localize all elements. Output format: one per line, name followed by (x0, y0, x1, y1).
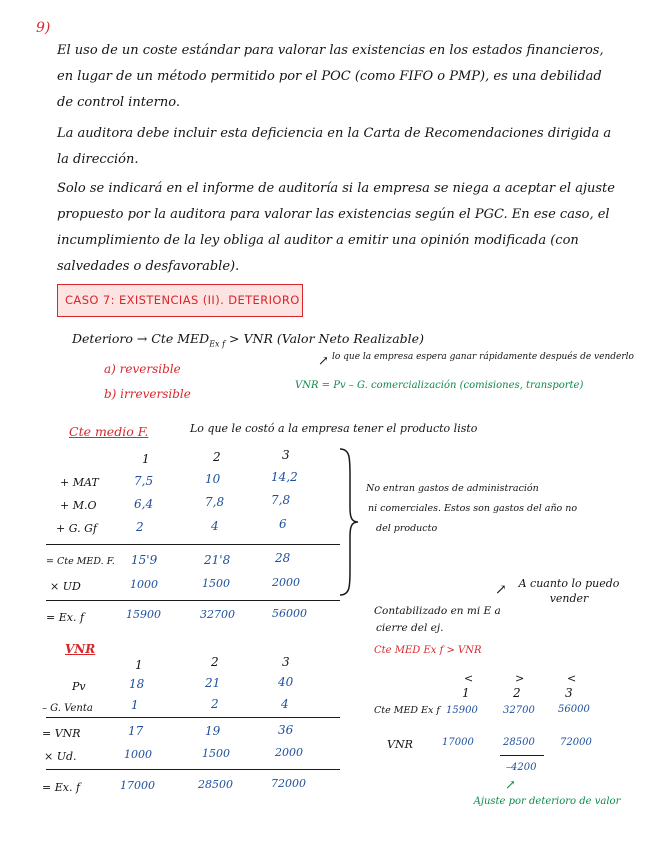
table-cell: 10 (205, 472, 221, 486)
table-cell: 15900 (446, 705, 478, 716)
compare-sign: < (464, 672, 474, 685)
table-cell: 1500 (202, 577, 230, 590)
divider (46, 544, 340, 545)
table-cell: 2 (136, 520, 144, 534)
table-cell: 28500 (198, 778, 233, 791)
table-cell: 1500 (202, 747, 230, 760)
table-cell: 56000 (272, 607, 307, 620)
price-note-arrow: ↗ (318, 354, 329, 369)
side-note-line-3: del producto (376, 523, 438, 534)
table-cell: 14,2 (271, 470, 298, 484)
row-label: Pv (72, 680, 86, 693)
divider (46, 600, 340, 601)
deterioro-formula-rest: > VNR (Valor Neto Realizable) (229, 331, 424, 346)
row-label: – G. Venta (42, 703, 93, 714)
table-cell: 28 (275, 551, 291, 565)
column-header: 3 (565, 686, 573, 700)
paragraph-1: El uso de un coste estándar para valorar las existencias en los estados financieros, en lugar de un método permitido por el POC (como FIFO o PMP), es una debilidad de control interno. (57, 43, 604, 110)
table-cell: 21'8 (204, 553, 231, 567)
table-cell: 7,8 (205, 495, 225, 509)
brace-icon (336, 446, 360, 598)
column-header: 3 (282, 448, 290, 462)
vnr-title: VNR (65, 642, 96, 656)
table-cell: 2000 (272, 576, 300, 589)
row-label: + G. Gf (56, 522, 97, 535)
table-cell: 32700 (503, 705, 535, 716)
cte-label: Cte MED Ex f (374, 705, 440, 716)
case-title-box (57, 284, 303, 317)
table-cell: 1 (131, 698, 139, 712)
side-note-line-1: No entran gastos de administración (366, 483, 539, 494)
accounting-note-line-2: cierre del ej. (376, 622, 444, 634)
row-label: = Ex. f (42, 781, 81, 794)
sell-note: A cuanto lo puedo vender (518, 577, 620, 605)
divider (500, 755, 544, 756)
table-cell: 21 (205, 676, 221, 690)
cte-medio-title: Cte medio F. (69, 424, 149, 439)
side-note-line-2: ni comerciales. Estos son gastos del año no (368, 503, 578, 514)
table-cell: 17000 (442, 737, 474, 748)
row-label: × Ud. (44, 750, 77, 763)
deterioro-formula: Cte MED (151, 331, 210, 346)
table-cell: 72000 (560, 737, 592, 748)
table-cell: 15'9 (131, 553, 158, 567)
paragraph-2: La auditora debe incluir esta deficiencia en la Carta de Recomendaciones dirigida a la dirección. (57, 126, 612, 167)
price-note: lo que la empresa espera ganar rápidamente después de venderlo (332, 352, 634, 362)
table-cell: 2 (211, 697, 219, 711)
type-reversible: a) reversible (104, 362, 181, 376)
table-cell: 1000 (124, 748, 152, 761)
table-cell: 56000 (558, 704, 590, 715)
vnr-label: VNR (387, 738, 413, 751)
table-cell: 40 (278, 675, 294, 689)
sell-note-arrow: ↗ (495, 582, 507, 598)
column-header: 2 (211, 655, 219, 669)
row-label: = VNR (42, 727, 81, 740)
table-cell: 1000 (130, 578, 158, 591)
table-cell: 36 (278, 723, 294, 737)
table-cell: 19 (205, 724, 221, 738)
table-cell: 18 (129, 677, 145, 691)
divider (46, 769, 340, 770)
compare-sign: < (567, 672, 577, 685)
cte-medio-description: Lo que le costó a la empresa tener el producto listo (190, 422, 478, 435)
column-header: 1 (142, 452, 150, 466)
divider (46, 717, 340, 718)
table-cell: 72000 (271, 777, 306, 790)
comparison-condition: Cte MED Ex f > VNR (374, 645, 482, 656)
case-title: CASO 7: EXISTENCIAS (II). DETERIORO (65, 293, 300, 307)
table-cell: 17000 (120, 779, 155, 792)
type-irreversible: b) irreversible (104, 387, 191, 401)
deterioro-formula-sub: Ex f (209, 339, 226, 349)
adjust-note-arrow: ↗ (505, 778, 516, 793)
problem-number: 9) (36, 20, 51, 36)
row-label: + M.O (60, 499, 97, 512)
table-cell: 32700 (200, 608, 235, 621)
table-cell: 6 (279, 517, 287, 531)
column-header: 2 (513, 686, 521, 700)
row-label: × UD (50, 580, 81, 593)
table-cell: 15900 (126, 608, 161, 621)
column-header: 2 (213, 450, 221, 464)
accounting-note-line-1: Contabilizado en mi E a (374, 605, 501, 617)
paragraph-3: Solo se indicará en el informe de auditoría si la empresa se niega a aceptar el ajuste propuesto por la auditora para valorar las existencias según el PGC. En ese caso, el incumplimiento de la ley obliga al auditor a emitir una opinión modificada (con salvedades o desfavorable). (57, 181, 615, 274)
table-cell: 4 (211, 519, 219, 533)
table-cell: 28500 (503, 737, 535, 748)
vnr-definition: VNR = Pv – G. comercialización (comisiones, transporte) (295, 380, 584, 391)
deterioro-label: Deterioro (72, 331, 133, 346)
table-cell: 7,5 (134, 474, 154, 488)
table-cell: 2000 (275, 746, 303, 759)
column-header: 3 (282, 655, 290, 669)
compare-sign: > (515, 672, 525, 685)
row-label: = Ex. f (46, 611, 85, 624)
row-label: + MAT (60, 476, 99, 489)
adjust-note: Ajuste por deterioro de valor (473, 796, 621, 807)
table-cell: 6,4 (134, 497, 154, 511)
deterioro-arrow: → (136, 331, 148, 346)
column-header: 1 (135, 658, 143, 672)
table-cell: 4 (281, 697, 289, 711)
row-label: = Cte MED. F. (46, 556, 115, 567)
table-cell: 7,8 (271, 493, 291, 507)
table-cell: 17 (128, 724, 144, 738)
deterioro-line (72, 331, 424, 349)
column-header: 1 (462, 686, 470, 700)
difference-value: –4200 (506, 762, 537, 773)
